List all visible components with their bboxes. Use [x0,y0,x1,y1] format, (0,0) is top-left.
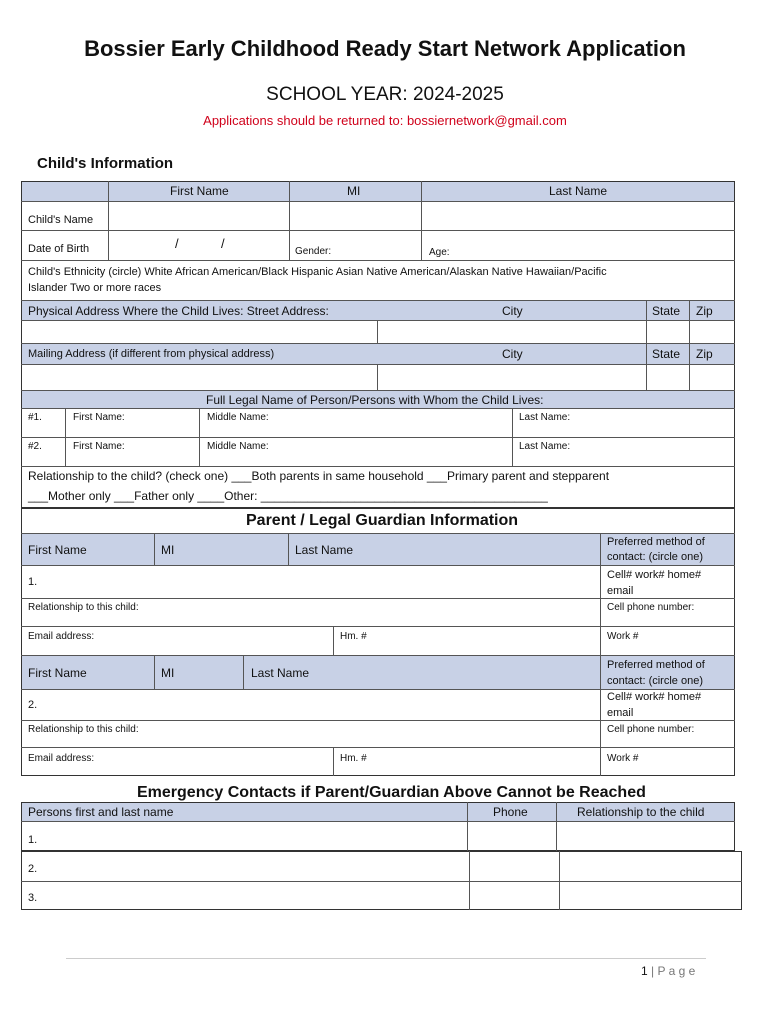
age-label: Age: [429,247,450,258]
mail-address-label: Mailing Address (if different from physical address) [28,348,275,360]
emergency-col-name: Persons first and last name [28,805,174,819]
return-note: Applications should be returned to: bossiernetwork@gmail.com [203,113,567,128]
guardian1-email-option[interactable]: email [607,585,634,597]
legal-row1-num: #1. [28,412,42,423]
dob-slash-1: / [175,236,179,251]
mail-street-field[interactable] [22,365,377,390]
guardian1-name-field[interactable] [40,566,600,597]
footer-divider [66,958,706,959]
ethnicity-line-2: Islander Two or more races [28,282,162,294]
dob-field[interactable] [109,231,289,259]
guardian2-pref-line2: contact: (circle one) [607,675,703,687]
page-word: | P a g e [651,964,696,978]
ethnicity-line-1: Child's Ethnicity (circle) White African American/Black Hispanic Asian Native American/Alaskan Native Hawaiian/Pacific [28,266,607,278]
emergency-row-1[interactable]: 1. [28,834,38,846]
legal-row1-first[interactable]: First Name: [73,412,125,423]
guardian1-email[interactable]: Email address: [28,631,95,642]
page-title: Bossier Early Childhood Ready Start Network Application [84,36,686,61]
phys-zip-field[interactable] [690,321,734,343]
guardian1-num: 1. [28,576,38,588]
guardian1-last-label: Last Name [295,543,354,557]
guardian1-cell-options[interactable]: Cell# work# home# [607,569,702,581]
legal-row2-middle[interactable]: Middle Name: [207,441,269,452]
guardian2-num: 2. [28,699,38,711]
phys-address-label: Physical Address Where the Child Lives: Street Address: [28,304,329,318]
school-year: SCHOOL YEAR: 2024-2025 [266,84,504,105]
emergency-col-phone: Phone [493,805,528,819]
dob-slash-2: / [221,236,225,251]
guardian1-work[interactable]: Work # [607,631,639,642]
relationship-line-2[interactable]: ___Mother only ___Father only ____Other: ___________________________________________ [28,489,548,503]
guardian1-relationship[interactable]: Relationship to this child: [28,602,139,613]
page-number-value: 1 [641,964,648,978]
guardian2-name-field[interactable] [40,690,600,719]
child-col-last: Last Name [549,184,608,198]
emergency-col-rel: Relationship to the child [577,805,705,819]
guardian1-pref-line2: contact: (circle one) [607,551,703,563]
mail-city-label: City [502,347,523,361]
guardian1-cell-phone[interactable]: Cell phone number: [607,602,695,613]
guardian2-email[interactable]: Email address: [28,753,95,764]
guardian2-first-label: First Name [28,666,87,680]
guardian2-mi-label: MI [161,666,175,680]
phys-street-field[interactable] [22,321,377,343]
guardian2-relationship[interactable]: Relationship to this child: [28,724,139,735]
mail-zip-field[interactable] [690,365,734,390]
guardian2-cell-options[interactable]: Cell# work# home# [607,691,702,703]
phys-zip-label: Zip [696,304,713,318]
mail-state-label: State [652,347,681,361]
mail-city-field[interactable] [378,365,646,390]
child-last-name-field[interactable] [422,202,734,230]
legal-row2-first[interactable]: First Name: [73,441,125,452]
legal-name-header: Full Legal Name of Person/Persons with Whom the Child Lives: [206,393,544,407]
guardian2-work[interactable]: Work # [607,753,639,764]
guardian1-home[interactable]: Hm. # [340,631,367,642]
guardian2-pref-line1: Preferred method of [607,659,705,671]
phys-city-label: City [502,304,523,318]
guardian1-first-label: First Name [28,543,87,557]
emergency-row-2[interactable]: 2. [28,863,38,875]
guardian2-last-label: Last Name [251,666,310,680]
mail-zip-label: Zip [696,347,713,361]
guardian2-header-band [22,656,600,689]
guardian2-home[interactable]: Hm. # [340,753,367,764]
phys-state-label: State [652,304,681,318]
guardian1-pref-line1: Preferred method of [607,536,705,548]
page-number [641,964,695,978]
child-col-first: First Name [170,184,229,198]
child-name-label: Child's Name [28,214,94,226]
legal-row2-last[interactable]: Last Name: [519,441,571,452]
gender-label: Gender: [295,246,332,257]
guardian2-cell-phone[interactable]: Cell phone number: [607,724,695,735]
phys-state-field[interactable] [647,321,689,343]
child-col-mi: MI [347,184,361,198]
relationship-line-1[interactable]: Relationship to the child? (check one) ___Both parents in same household ___Primary parent and stepparent [28,469,610,483]
child-section-title: Child's Information [37,155,174,172]
legal-row1-middle[interactable]: Middle Name: [207,412,269,423]
mail-state-field[interactable] [647,365,689,390]
phys-city-field[interactable] [378,321,646,343]
legal-row1-last[interactable]: Last Name: [519,412,571,423]
child-mi-field[interactable] [290,202,421,230]
emergency-row-3[interactable]: 3. [28,892,38,904]
child-first-name-field[interactable] [109,202,289,230]
emergency-section-title: Emergency Contacts if Parent/Guardian Above Cannot be Reached [137,784,646,801]
legal-row2-num: #2. [28,441,42,452]
child-header-band [22,182,734,201]
guardian1-mi-label: MI [161,543,175,557]
guardian-section-title: Parent / Legal Guardian Information [246,512,519,529]
guardian2-email-option[interactable]: email [607,707,634,719]
dob-label: Date of Birth [28,243,90,255]
